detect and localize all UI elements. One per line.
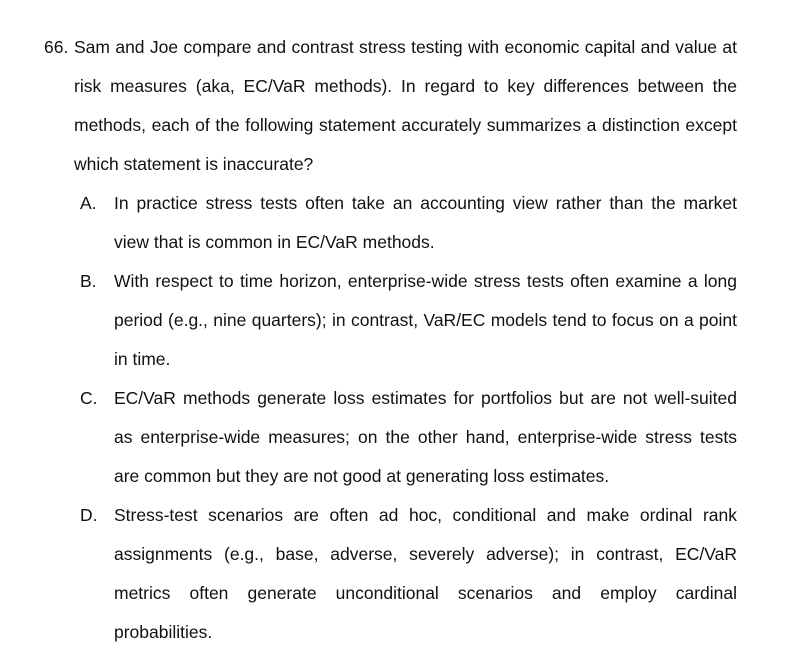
option-letter: B. <box>80 271 97 291</box>
question-block <box>44 28 737 652</box>
option-letter: D. <box>80 505 98 525</box>
option-letter: A. <box>80 193 97 213</box>
option-a <box>80 184 737 262</box>
question-stem <box>44 28 737 184</box>
option-b <box>80 262 737 379</box>
option-text: EC/VaR methods generate loss estimates for portfolios but are not well-suited as enterprise-wide measures; on the other hand, enterprise-wide stress tests are common but they are not good at generating loss estimates. <box>114 388 737 486</box>
option-text: In practice stress tests often take an accounting view rather than the market view that is common in EC/VaR methods. <box>114 193 737 252</box>
option-d <box>80 496 737 652</box>
question-number: 66. <box>44 37 69 57</box>
option-text: Stress-test scenarios are often ad hoc, conditional and make ordinal rank assignments (e.g., base, adverse, severely adverse); in contrast, EC/VaR metrics often generate unconditional scenarios and employ cardinal probabilities. <box>114 505 737 642</box>
option-c <box>80 379 737 496</box>
answer-options <box>44 184 737 652</box>
option-text: With respect to time horizon, enterprise-wide stress tests often examine a long period (e.g., nine quarters); in contrast, VaR/EC models tend to focus on a point in time. <box>114 271 737 369</box>
question-text: Sam and Joe compare and contrast stress testing with economic capital and value at risk measures (aka, EC/VaR methods). In regard to key differences between the methods, each of the following statement accurately summarizes a distinction except which statement is inaccurate? <box>74 37 737 174</box>
option-letter: C. <box>80 388 98 408</box>
